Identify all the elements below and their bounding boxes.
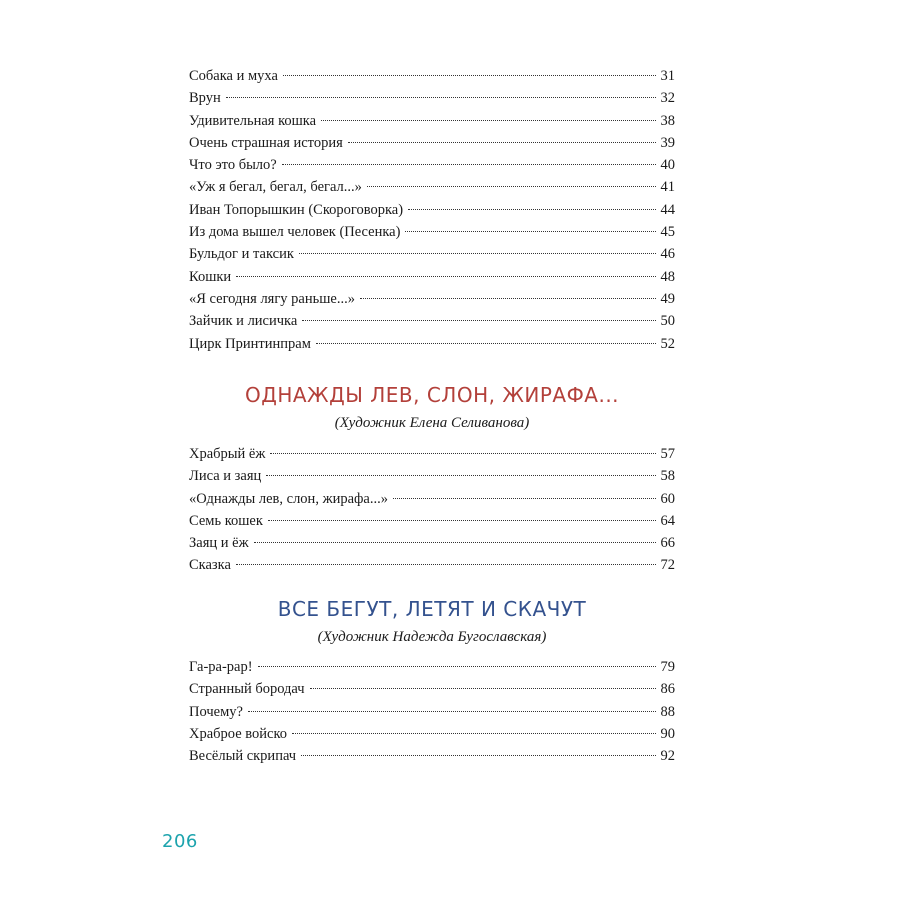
- toc-entry-page: 57: [660, 446, 675, 462]
- toc-entry-title: Заяц и ёж: [189, 535, 249, 552]
- toc-entry: [189, 510, 675, 532]
- toc-entry-title: Что это было?: [189, 157, 277, 174]
- toc-entry-page: 58: [660, 468, 675, 485]
- toc-entry-title: Очень страшная история: [189, 134, 343, 151]
- toc-entry-page: 86: [660, 681, 675, 698]
- toc-entry: [189, 199, 675, 221]
- section-artist: (Художник Надежда Бугославская): [317, 629, 547, 645]
- toc-entry-page: 48: [660, 268, 675, 285]
- toc-entry: [189, 176, 675, 198]
- toc-entry-title: «Уж я бегал, бегал, бегал...»: [189, 179, 362, 196]
- dot-leader: [226, 97, 656, 98]
- toc-entry-page: 46: [660, 246, 675, 263]
- toc-entry: [189, 333, 675, 355]
- toc-entry: [189, 288, 675, 310]
- toc-entry-title: Сказка: [189, 557, 231, 574]
- toc-entry: [189, 554, 675, 576]
- toc-entry: [189, 221, 675, 243]
- toc-entry: [189, 154, 675, 176]
- toc-entry-title: Бульдог и таксик: [189, 246, 294, 263]
- toc-entry-page: 50: [660, 313, 675, 330]
- toc-section-3: [189, 597, 675, 621]
- toc-entry-title: Странный бородач: [189, 681, 305, 698]
- toc-entry-page: 52: [660, 335, 675, 352]
- toc-entry-page: 88: [660, 703, 675, 720]
- toc-entry: [189, 488, 675, 510]
- toc-list: [189, 656, 675, 767]
- toc-section-3-artist: [189, 629, 675, 646]
- toc-list: [189, 443, 675, 577]
- section-heading: ОДНАЖДЫ ЛЕВ, СЛОН, ЖИРАФА...: [244, 383, 620, 407]
- toc-entry-page: 40: [660, 157, 675, 174]
- toc-entry-page: 32: [660, 90, 675, 107]
- toc-entry-title: Врун: [189, 90, 221, 107]
- dot-leader: [248, 711, 656, 712]
- toc-group-1: [189, 65, 675, 355]
- toc-entry-page: 90: [660, 725, 675, 742]
- toc-entry-title: Га-ра-рар!: [189, 659, 253, 675]
- dot-leader: [283, 75, 656, 76]
- toc-entry: [189, 723, 675, 745]
- toc-entry-page: 66: [660, 535, 675, 552]
- toc-entry: [189, 87, 675, 109]
- dot-leader: [348, 142, 656, 143]
- toc-entry-title: Кошки: [189, 268, 232, 285]
- dot-leader: [393, 498, 656, 499]
- dot-leader: [405, 231, 655, 232]
- toc-entry: [189, 465, 675, 487]
- toc-entry-title: Семь кошек: [189, 512, 263, 529]
- dot-leader: [302, 320, 655, 321]
- dot-leader: [316, 343, 656, 344]
- page-number: 206: [162, 831, 198, 852]
- toc-entry-page: 79: [660, 659, 675, 675]
- toc-entry-title: Лиса и заяц: [189, 468, 262, 485]
- dot-leader: [301, 755, 655, 756]
- toc-entry-page: 92: [660, 748, 675, 765]
- dot-leader: [299, 253, 656, 254]
- toc-entry: [189, 310, 675, 332]
- toc-section-3-list: [189, 656, 675, 767]
- toc-entry-page: 60: [660, 490, 675, 507]
- toc-entry-page: 72: [660, 557, 675, 574]
- toc-entry-title: Весёлый скрипач: [189, 748, 297, 765]
- toc-entry-title: Из дома вышел человек (Песенка): [189, 224, 401, 241]
- toc-entry: [189, 678, 675, 700]
- toc-entry-page: 64: [660, 512, 675, 529]
- toc-entry-page: 44: [660, 201, 675, 218]
- toc-entry-title: Удивительная кошка: [189, 112, 317, 129]
- dot-leader: [270, 453, 655, 454]
- dot-leader: [292, 733, 655, 734]
- dot-leader: [266, 475, 655, 476]
- toc-entry-title: «Я сегодня лягу раньше...»: [189, 290, 355, 307]
- dot-leader: [236, 276, 655, 277]
- section-heading: ВСЕ БЕГУТ, ЛЕТЯТ И СКАЧУТ: [277, 597, 587, 621]
- section-artist: (Художник Елена Селиванова): [334, 415, 530, 431]
- dot-leader: [321, 120, 655, 121]
- toc-entry: [189, 65, 675, 87]
- toc-entry-title: Почему?: [189, 703, 243, 720]
- toc-entry-title: «Однажды лев, слон, жирафа...»: [189, 490, 388, 507]
- toc-entry-page: 38: [660, 112, 675, 129]
- toc-entry-page: 49: [660, 290, 675, 307]
- toc-entry: [189, 132, 675, 154]
- toc-entry: [189, 532, 675, 554]
- toc-entry-page: 41: [660, 179, 675, 196]
- toc-entry-title: Собака и муха: [189, 68, 278, 84]
- toc-entry-page: 31: [660, 68, 675, 84]
- dot-leader: [236, 564, 656, 565]
- dot-leader: [268, 520, 656, 521]
- toc-section-2-list: [189, 443, 675, 577]
- toc-entry-title: Иван Топорышкин (Скороговорка): [189, 201, 404, 218]
- toc-entry: [189, 243, 675, 265]
- dot-leader: [367, 186, 656, 187]
- toc-entry: [189, 110, 675, 132]
- dot-leader: [310, 688, 656, 689]
- toc-list: [189, 65, 675, 355]
- toc-entry: [189, 745, 675, 767]
- toc-section-2: [189, 383, 675, 407]
- toc-entry-title: Храбрый ёж: [189, 446, 266, 462]
- toc-entry-title: Храброе войско: [189, 725, 288, 742]
- dot-leader: [408, 209, 655, 210]
- toc-entry-page: 39: [660, 134, 675, 151]
- toc-entry-page: 45: [660, 224, 675, 241]
- toc-entry: [189, 701, 675, 723]
- toc-section-2-artist: [189, 415, 675, 432]
- dot-leader: [360, 298, 656, 299]
- toc-entry-title: Зайчик и лисичка: [189, 313, 298, 330]
- toc-entry-title: Цирк Принтинпрам: [189, 335, 311, 352]
- toc-entry: [189, 443, 675, 465]
- toc-entry: [189, 656, 675, 678]
- dot-leader: [254, 542, 656, 543]
- dot-leader: [282, 164, 656, 165]
- toc-entry: [189, 266, 675, 288]
- dot-leader: [258, 666, 656, 667]
